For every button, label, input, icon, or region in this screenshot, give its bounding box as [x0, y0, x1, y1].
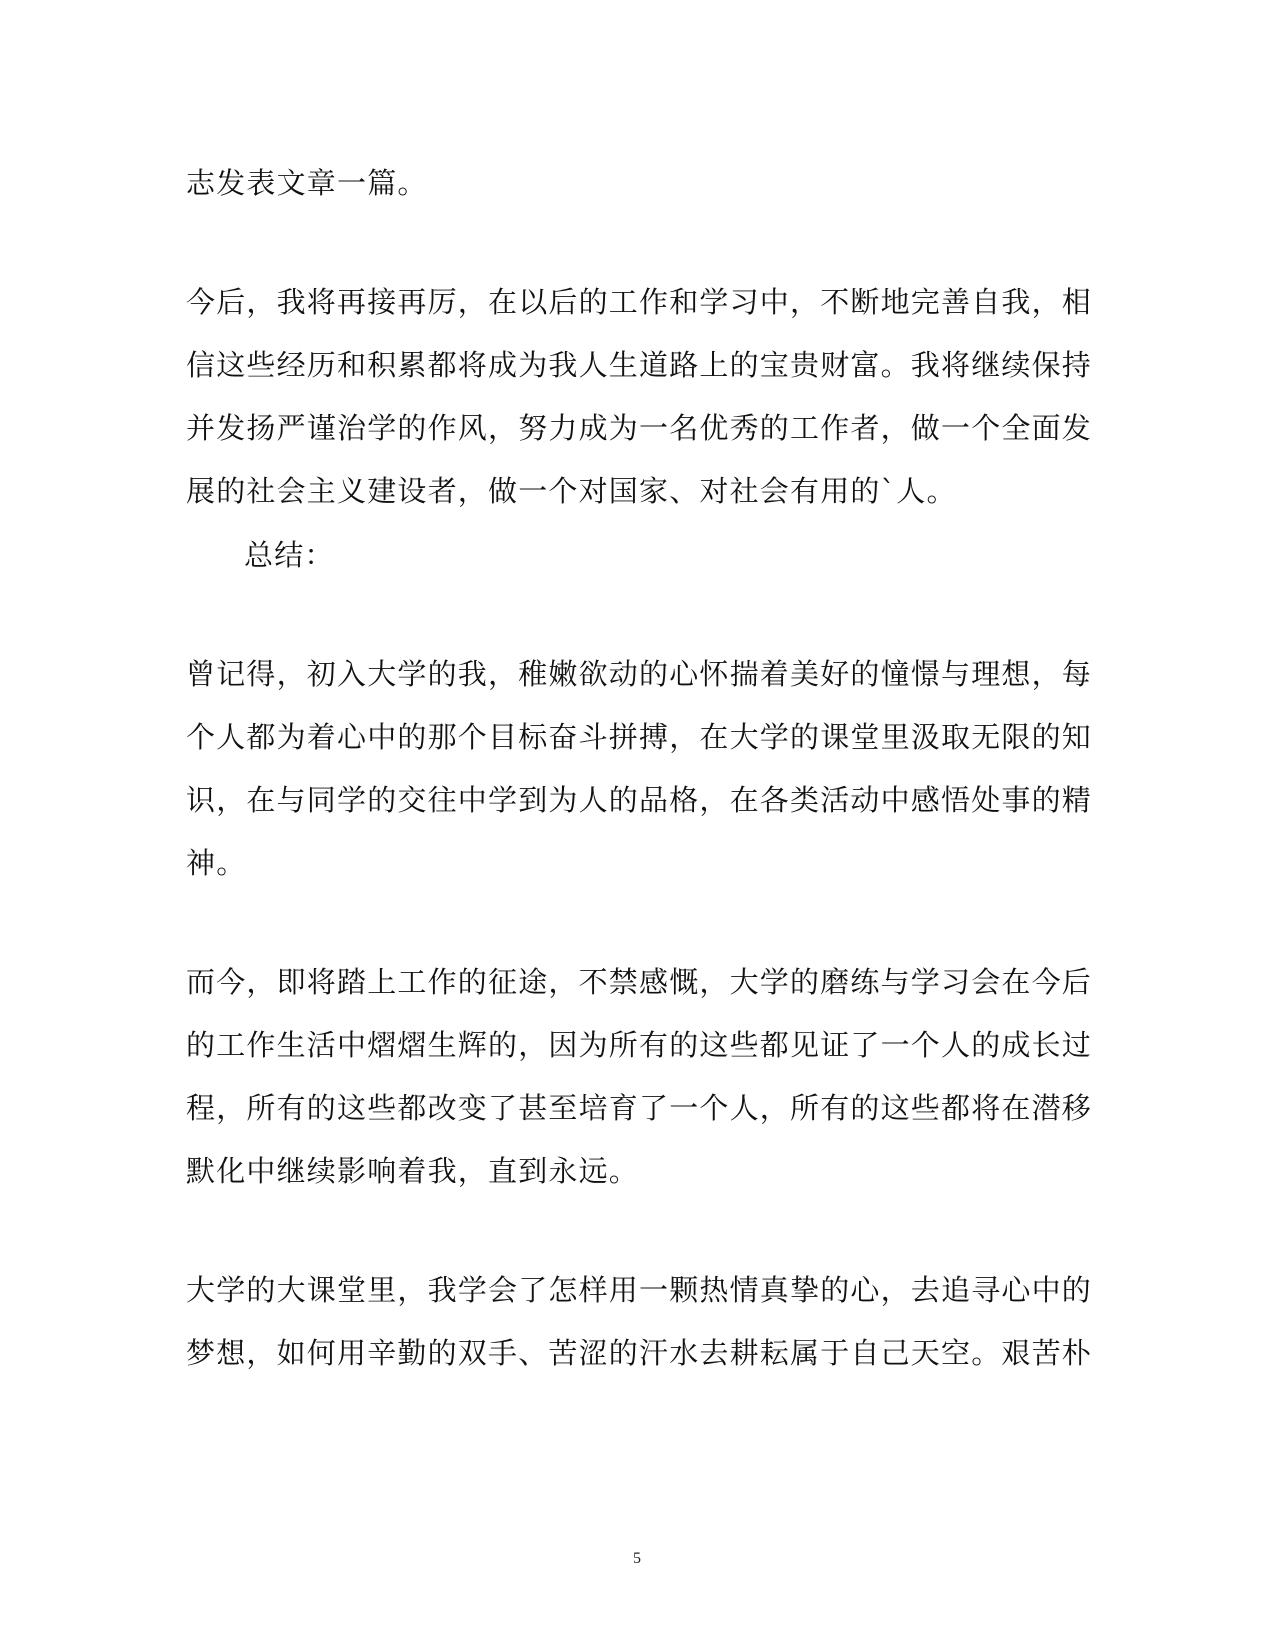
paragraph-line: 而今，即将踏上工作的征途，不禁感慨，大学的磨练与学习会在今后: [186, 965, 1093, 999]
paragraph-line: 曾记得，初入大学的我，稚嫩欲动的心怀揣着美好的憧憬与理想，每: [186, 657, 1093, 691]
paragraph-line: 展的社会主义建设者，做一个对国家、对社会有用的`人。: [186, 474, 957, 508]
paragraph-line: 神。: [186, 846, 247, 880]
paragraph-line: 并发扬严谨治学的作风，努力成为一名优秀的工作者，做一个全面发: [186, 411, 1093, 445]
paragraph-line: 梦想，如何用辛勤的双手、苦涩的汗水去耕耘属于自己天空。艰苦朴: [186, 1336, 1093, 1370]
paragraph-line: 志发表文章一篇。: [186, 166, 428, 200]
paragraph-line: 程，所有的这些都改变了甚至培育了一个人，所有的这些都将在潜移: [186, 1091, 1093, 1125]
paragraph-line: 识，在与同学的交往中学到为人的品格，在各类活动中感悟处事的精: [186, 783, 1093, 817]
page-number: 5: [633, 1550, 641, 1567]
paragraph-line: 个人都为着心中的那个目标奋斗拼搏，在大学的课堂里汲取无限的知: [186, 720, 1093, 754]
paragraph-line: 大学的大课堂里，我学会了怎样用一颗热情真挚的心，去追寻心中的: [186, 1273, 1093, 1307]
section-heading: 总结：: [244, 538, 335, 572]
paragraph-line: 信这些经历和积累都将成为我人生道路上的宝贵财富。我将继续保持: [186, 348, 1093, 382]
paragraph-line: 今后，我将再接再厉，在以后的工作和学习中，不断地完善自我，相: [186, 285, 1093, 319]
paragraph-line: 的工作生活中熠熠生辉的，因为所有的这些都见证了一个人的成长过: [186, 1028, 1093, 1062]
paragraph-line: 默化中继续影响着我，直到永远。: [186, 1154, 640, 1188]
